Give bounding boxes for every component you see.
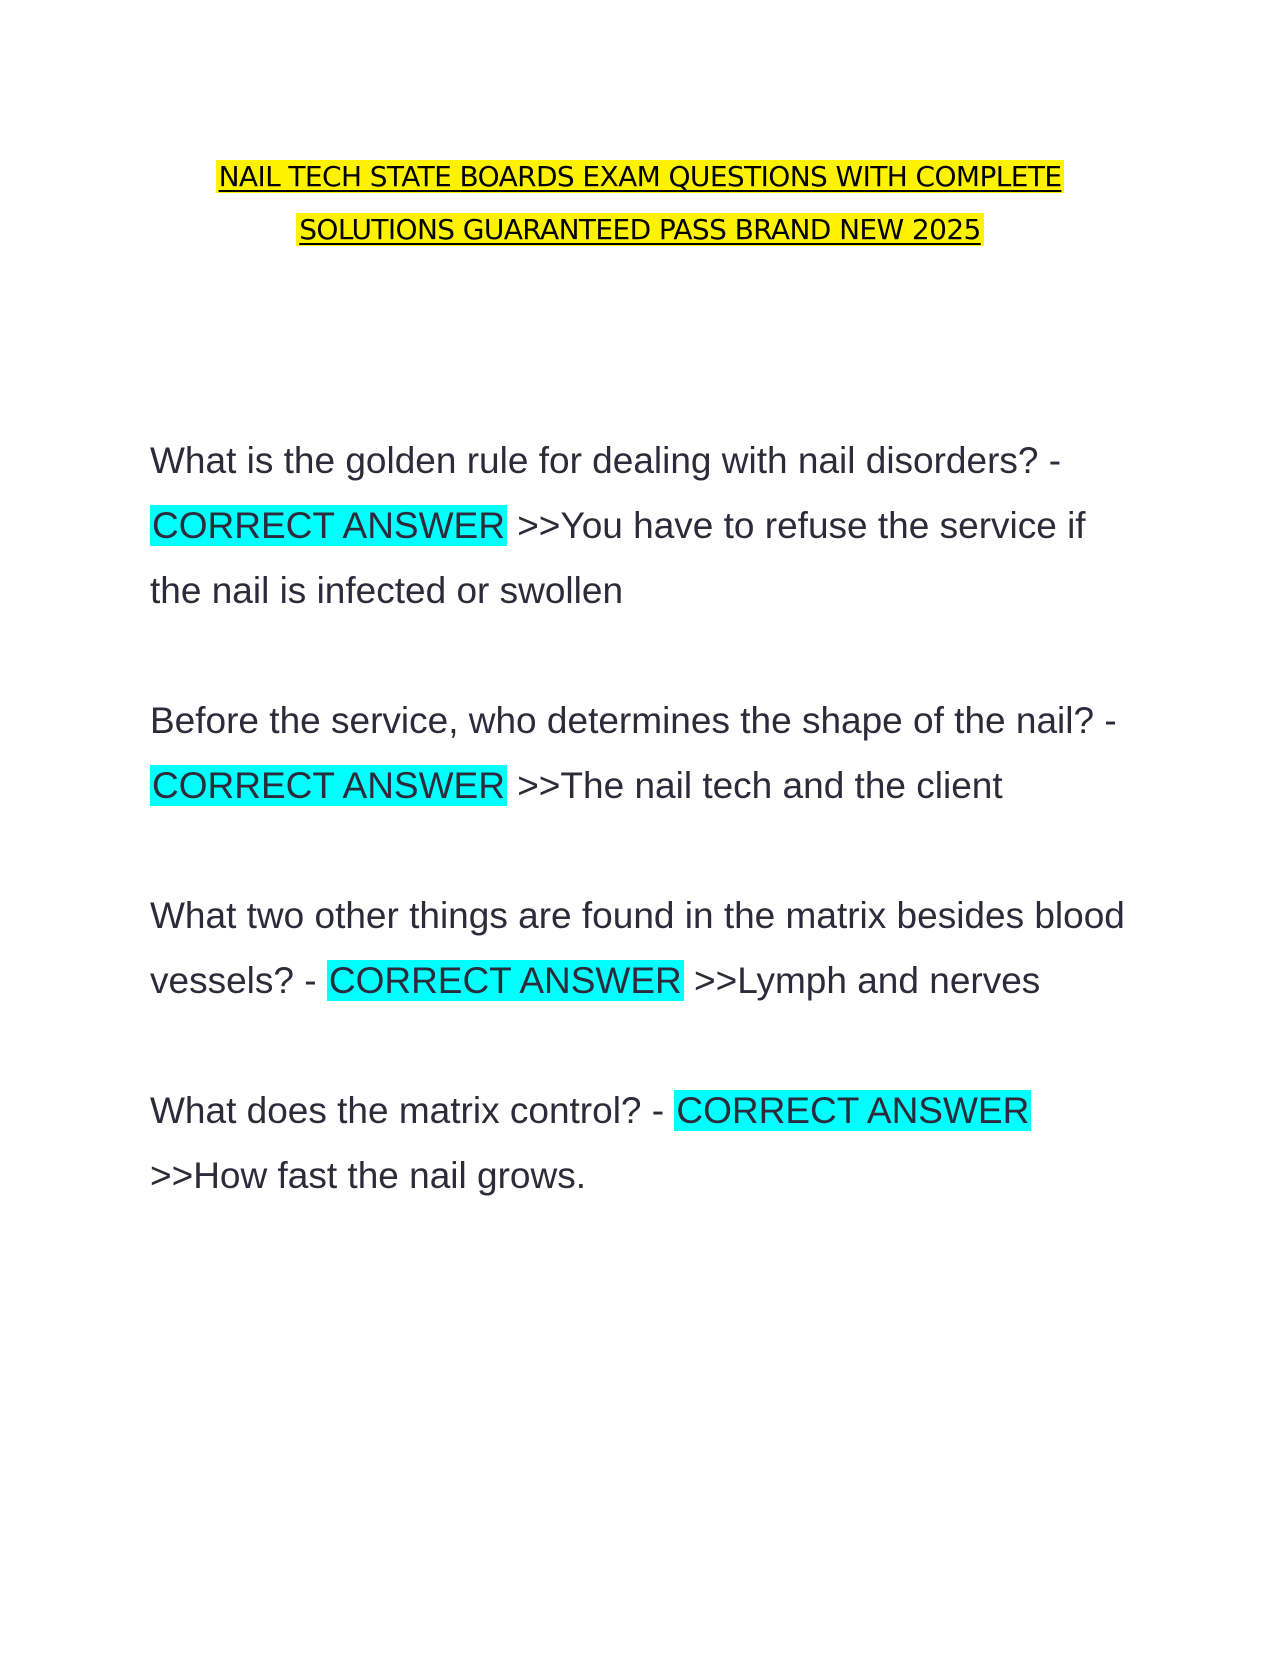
qa-item — [150, 688, 1130, 818]
answer-text: >>How fast the nail grows. — [150, 1155, 586, 1196]
qa-item — [150, 883, 1130, 1013]
answer-text: >>You have to refuse the service if the nail is infected or swollen — [150, 505, 1086, 611]
question-text: What does the matrix control? - — [150, 1090, 675, 1131]
qa-item — [150, 428, 1130, 623]
qa-list — [150, 428, 1130, 1273]
question-text: What two other things are found in the matrix besides blood vessels? - — [150, 895, 1125, 1001]
correct-answer-label: CORRECT ANSWER — [152, 505, 505, 546]
answer-text: >>Lymph and nerves — [694, 960, 1041, 1001]
document-title — [0, 150, 1280, 256]
title-line-1: NAIL TECH STATE BOARDS EXAM QUESTIONS WITH COMPLETE — [216, 160, 1065, 193]
question-text: What is the golden rule for dealing with nail disorders? - — [150, 440, 1062, 481]
question-text: Before the service, who determines the shape of the nail? - — [150, 700, 1117, 741]
title-line-2: SOLUTIONS GUARANTEED PASS BRAND NEW 2025 — [296, 213, 984, 246]
correct-answer-label: CORRECT ANSWER — [328, 960, 682, 1001]
correct-answer-label: CORRECT ANSWER — [676, 1090, 1030, 1131]
qa-item — [150, 1078, 1130, 1208]
correct-answer-label: CORRECT ANSWER — [152, 765, 505, 806]
answer-text: >>The nail tech and the client — [517, 765, 1003, 806]
